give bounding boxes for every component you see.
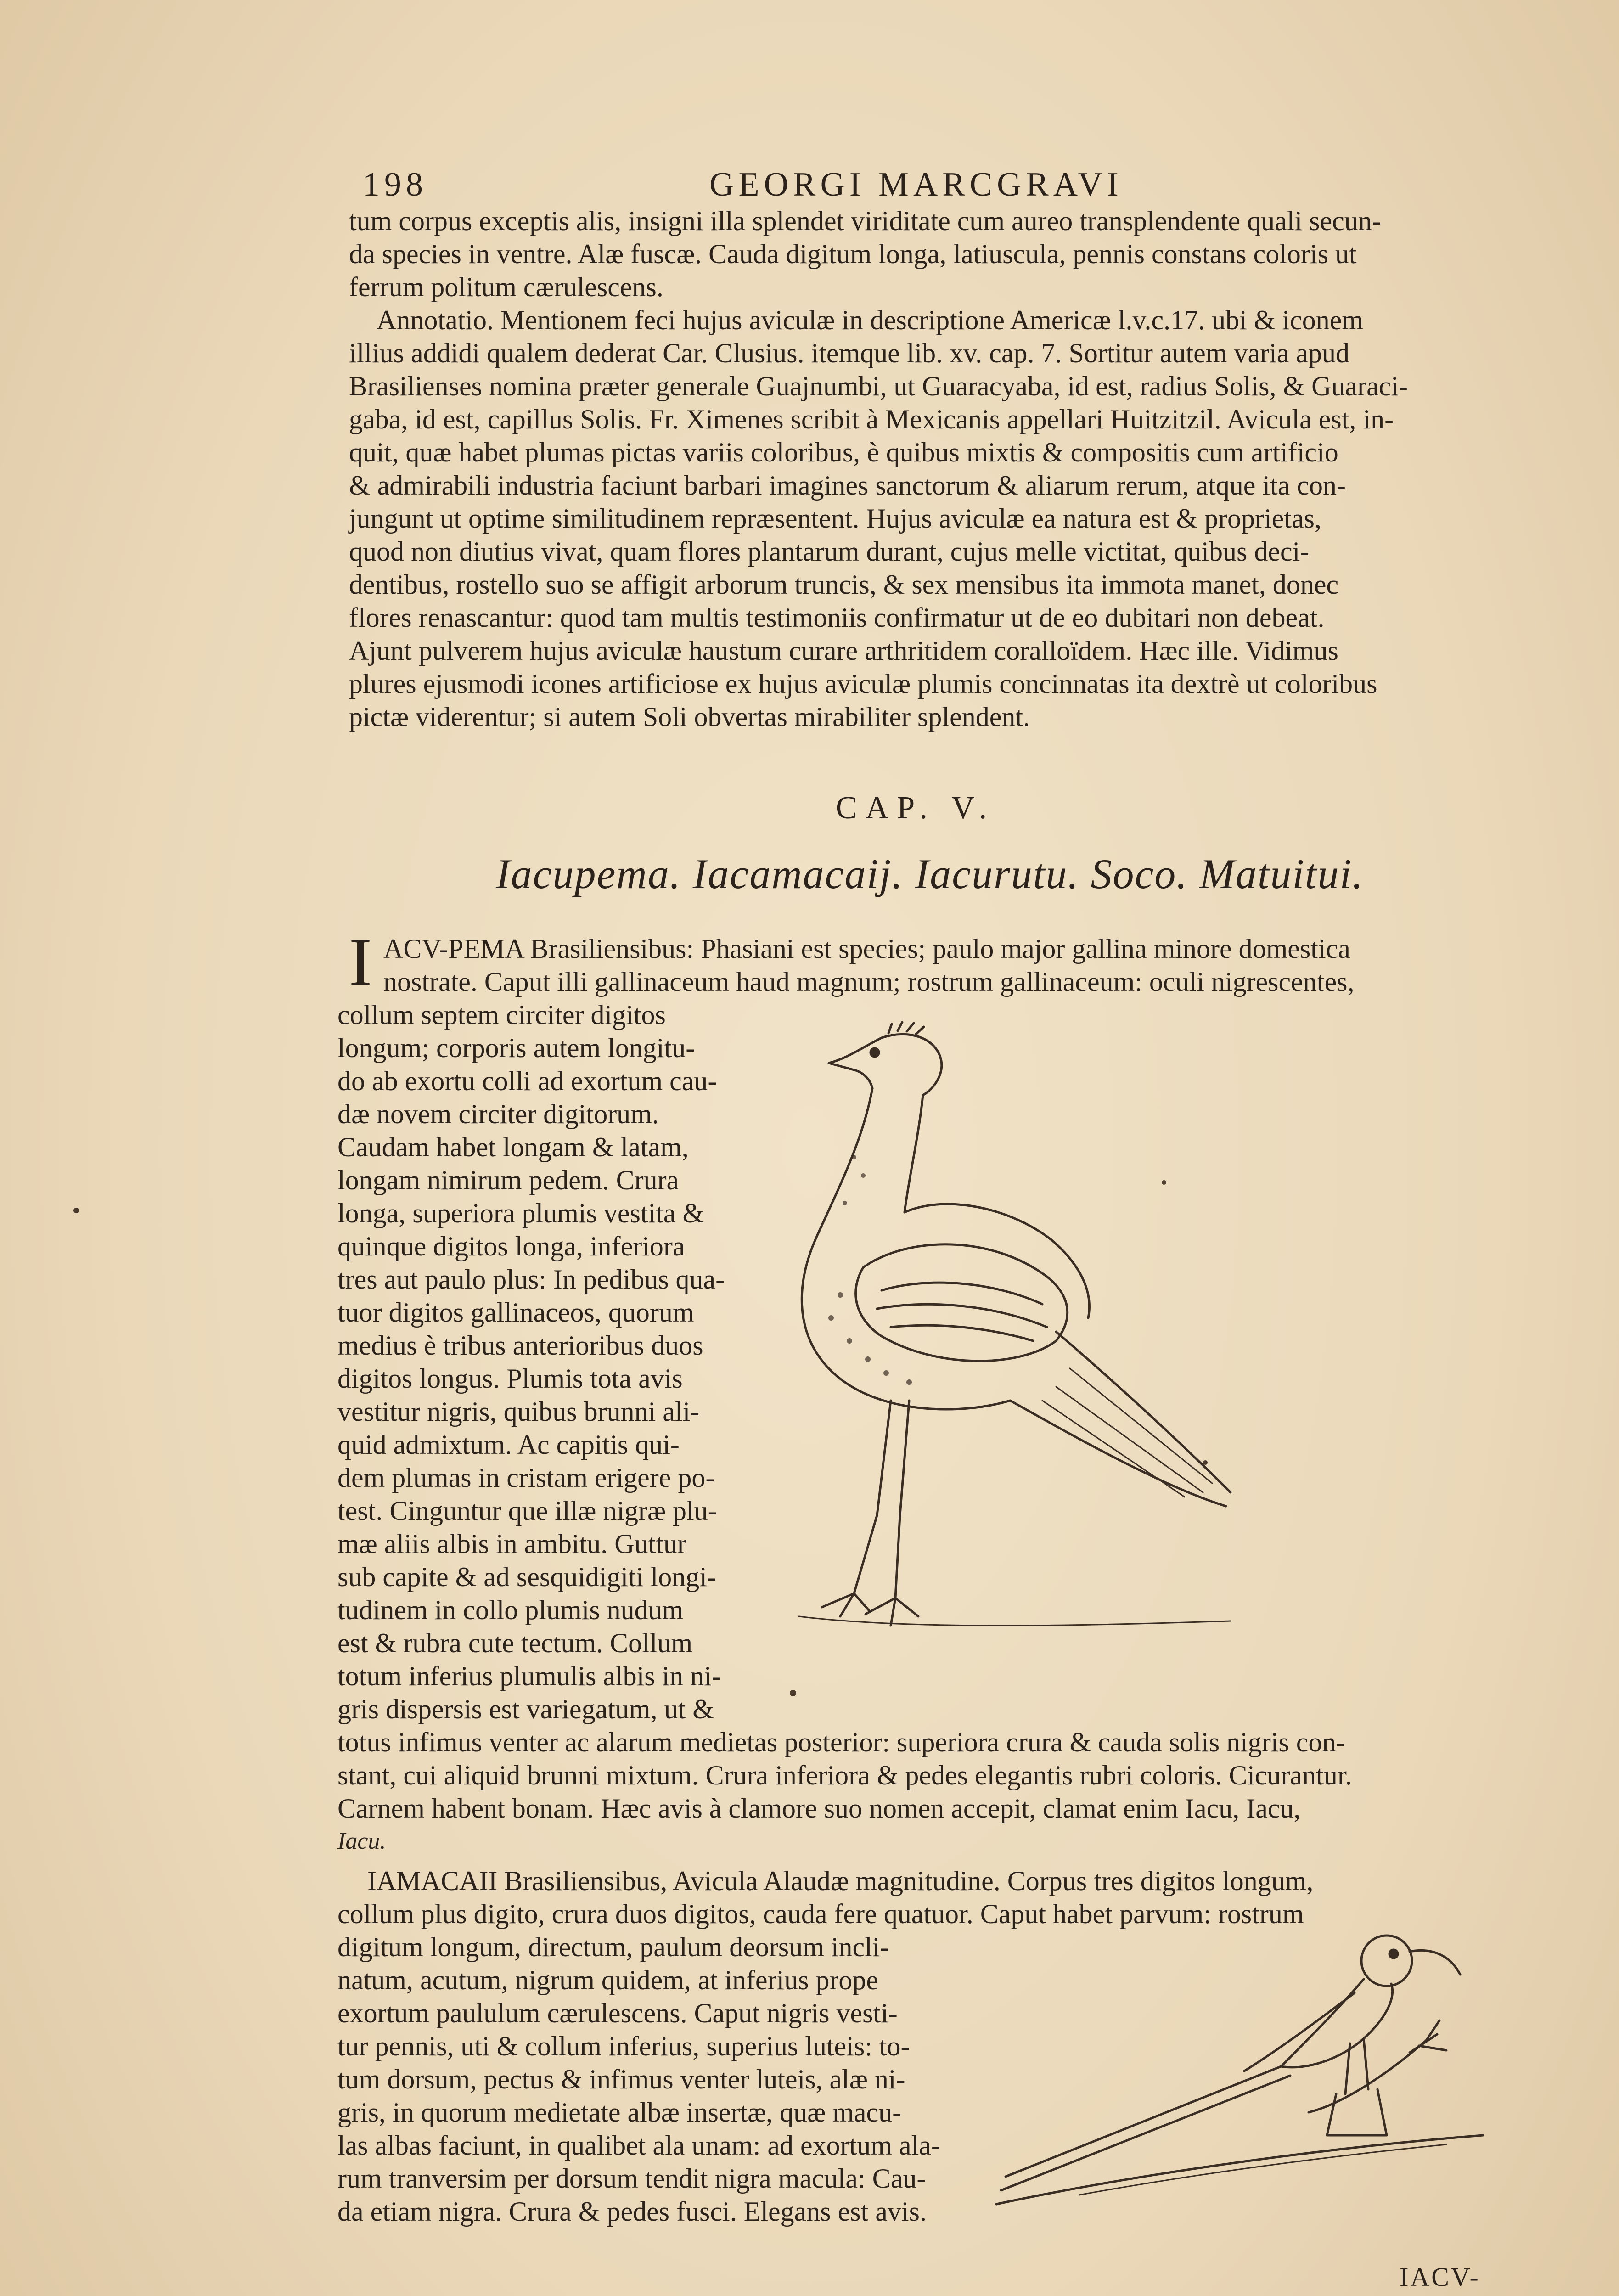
bird-body-belly [802, 1235, 1010, 1409]
text-line: gris, in quorum medietate albæ insertæ, quæ macu- [337, 2097, 902, 2127]
text-line: tum dorsum, pectus & infimus venter luteis, alæ ni- [337, 2064, 905, 2094]
text-line: digitum longum, directum, paulum deorsum incli- [337, 1932, 889, 1962]
chapter-subheading: Iacupema. Iacamacaij. Iacurutu. Soco. Matuitui. [496, 850, 1364, 897]
text-line: Ajunt pulverem hujus aviculæ haustum curare arthritidem coralloïdem. Hæc ille. Vidimus [349, 636, 1338, 666]
text-line: dentibus, rostello suo se affigit arborum truncis, & sex mensibus ita immota manet, donec [349, 569, 1339, 600]
bird-leg-right [895, 1401, 909, 1598]
text-line: pictæ viderentur; si autem Soli obvertas mirabiliter splendent. [349, 702, 1030, 732]
text-line: quit, quæ habet plumas pictas variis coloribus, è quibus mixtis & compositis cum artificio [349, 437, 1338, 467]
ground-line [799, 1616, 1231, 1626]
text-line: tudinem in collo plumis nudum [337, 1595, 684, 1625]
text-line: Annotatio. Mentionem feci hujus aviculæ in descriptione Americæ l.v.c.17. ubi & iconem [377, 305, 1364, 335]
text-line: plures ejusmodi icones artificiose ex hujus aviculæ plumis concinnatas ita dextrè ut coloribus [349, 669, 1377, 699]
text-line: da etiam nigra. Crura & pedes fusci. Elegans est avis. [337, 2196, 927, 2227]
text-line: illius addidi qualem dederat Car. Clusius. itemque lib. xv. cap. 7. Sortitur autem varia apud [349, 338, 1349, 368]
small-bird-beak [1410, 1950, 1460, 1975]
text-line: tur pennis, uti & collum inferius, superius luteis: to- [337, 2031, 910, 2061]
text-line: collum plus digito, crura duos digitos, cauda fere quatuor. Caput habet parvum: rostrum [337, 1899, 1304, 1929]
bird-back [905, 1204, 1089, 1318]
text-line: stant, cui aliquid brunni mixtum. Crura inferiora & pedes elegantis rubri coloris. Cicurantur. [337, 1760, 1352, 1790]
text-line: Caudam habet longam & latam, [337, 1132, 689, 1162]
text-line: tum corpus exceptis alis, insigni illa splendet viriditate cum aureo transplendente quali secun- [349, 206, 1381, 236]
text-line: quinque digitos longa, inferiora [337, 1231, 685, 1261]
bird-tail-lower [1010, 1401, 1226, 1506]
text-line: est & rubra cute tectum. Collum [337, 1628, 693, 1658]
text-line: totus infimus venter ac alarum medietas posterior: superiora crura & cauda solis nigris con- [337, 1727, 1345, 1757]
bird-foot-left [822, 1593, 870, 1616]
text-line: gris dispersis est variegatum, ut & [337, 1694, 714, 1724]
bird-beak [829, 1038, 882, 1088]
small-bird-tail-lower [1001, 2076, 1290, 2190]
text-line: da species in ventre. Alæ fuscæ. Cauda digitum longa, latiuscula, pennis constans coloris ut [349, 239, 1357, 269]
stump [1327, 2089, 1387, 2135]
page-number: 198 [363, 166, 427, 203]
text-line: ferrum politum cærulescens. [349, 272, 663, 302]
text-line: longam nimirum pedem. Crura [337, 1165, 679, 1195]
small-bird-head [1361, 1936, 1412, 1986]
iacupema-engraving [771, 1019, 1240, 1708]
drop-cap: I [349, 924, 372, 1000]
small-bird-tail-upper [1006, 2066, 1281, 2177]
text-line: nostrate. Caput illi gallinaceum haud magnum; rostrum gallinaceum: oculi nigrescentes, [383, 967, 1355, 997]
text-line: natum, acutum, nigrum quidem, at inferius prope [337, 1965, 879, 1995]
text-line: las albas faciunt, in qualibet ala unam: ad exortum ala- [337, 2130, 940, 2161]
running-title: GEORGI MARCGRAVI [709, 166, 1123, 203]
text-line: quod non diutius vivat, quam flores plantarum durant, cujus melle victitat, quibus deci- [349, 536, 1310, 567]
text-line: quid admixtum. Ac capitis qui- [337, 1429, 680, 1460]
text-line: do ab exortu colli ad exortum cau- [337, 1066, 717, 1096]
paper-speck [790, 1690, 796, 1696]
small-bird-eye [1389, 1950, 1398, 1958]
text-line: exortum paululum cærulescens. Caput nigris vesti- [337, 1998, 898, 2028]
text-line: medius è tribus anterioribus duos [337, 1330, 703, 1361]
catchword: IACV- [1400, 2262, 1480, 2292]
text-line: flores renascantur: quod tam multis testimoniis confirmatur ut de eo dubitari non debeat. [349, 602, 1325, 633]
text-line: test. Cinguntur que illæ nigræ plu- [337, 1496, 717, 1526]
text-line: mæ aliis albis in ambitu. Guttur [337, 1529, 686, 1559]
text-line: jungunt ut optime similitudinem repræsentent. Hujus aviculæ ea natura est & proprietas, [349, 503, 1321, 534]
text-line: collum septem circiter digitos [337, 1000, 666, 1030]
text-line: Carnem habent bonam. Hæc avis à clamore suo nomen accepit, clamat enim Iacu, Iacu, [337, 1793, 1301, 1823]
text-line: sub capite & ad sesquidigiti longi- [337, 1562, 716, 1592]
text-line: ACV-PEMA Brasiliensibus: Phasiani est species; paulo major gallina minore domestica [383, 934, 1350, 964]
text-line: IAMACAII Brasiliensibus, Avicula Alaudæ magnitudine. Corpus tres digitos longum, [367, 1866, 1314, 1896]
bird-leg-left [854, 1401, 891, 1593]
bird-neck-back [905, 1095, 923, 1212]
text-line: vestitur nigris, quibus brunni ali- [337, 1396, 700, 1427]
text-line: & admirabili industria faciunt barbari imagines sanctorum & aliarum rerum, atque ita con- [349, 470, 1346, 501]
chapter-heading: CAP. V. [836, 790, 995, 826]
text-line: totum inferius plumulis albis in ni- [337, 1661, 721, 1691]
text-line: dæ novem circiter digitorum. [337, 1099, 659, 1129]
text-line: longa, superiora plumis vestita & [337, 1198, 704, 1228]
text-line: longum; corporis autem longitu- [337, 1033, 695, 1063]
bird-wing [856, 1244, 1068, 1361]
text-line: gaba, id est, capillus Solis. Fr. Ximenes scribit à Mexicanis appellari Huitzitzil. Avicula est, in- [349, 404, 1394, 434]
branch [1309, 2039, 1428, 2112]
text-line: dem plumas in cristam erigere po- [337, 1463, 715, 1493]
branch-leaves [1410, 2020, 1446, 2053]
bird-neck-front [817, 1088, 872, 1235]
text-line: digitos longus. Plumis tota avis [337, 1363, 683, 1394]
small-bird-body [1281, 1979, 1393, 2067]
text-line: Brasilienses nomina præter generale Guajnumbi, ut Guaracyaba, id est, radius Solis, & Guaraci- [349, 371, 1408, 401]
bird-foot-right [866, 1598, 918, 1626]
paper-speck [1162, 1180, 1166, 1185]
text-line: tres aut paulo plus: In pedibus qua- [337, 1264, 725, 1294]
paper-speck [73, 1208, 79, 1213]
text-line: tuor digitos gallinaceos, quorum [337, 1297, 694, 1328]
paper-speck [1203, 1460, 1208, 1465]
text-line: rum tranversim per dorsum tendit nigra macula: Cau- [337, 2163, 926, 2194]
iamacaii-engraving [987, 1919, 1488, 2232]
bird-head-outline [882, 1034, 942, 1095]
small-bird-wing [1244, 1993, 1355, 2071]
bird-crest [888, 1022, 924, 1034]
text-line: Iacu. [337, 1828, 386, 1854]
bird-eye [871, 1048, 879, 1057]
